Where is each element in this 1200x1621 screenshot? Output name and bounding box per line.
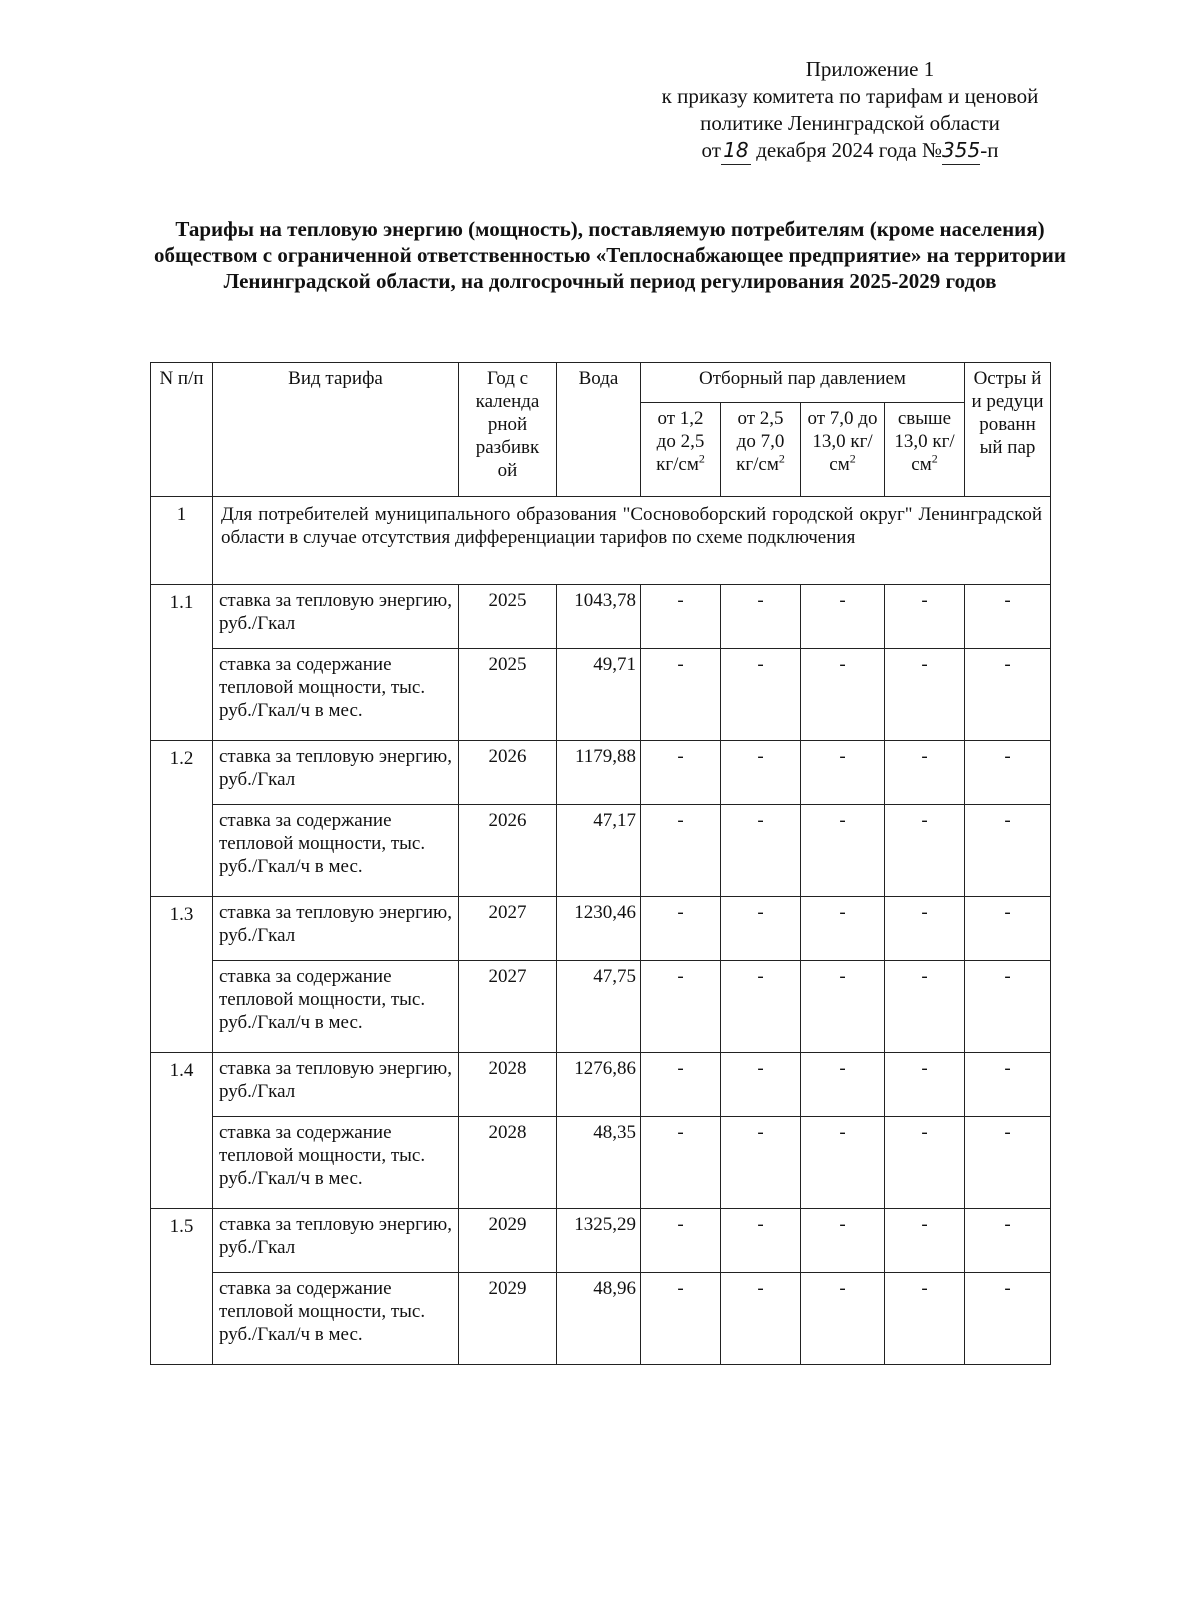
table-row bbox=[151, 897, 1051, 961]
row-num: 1.1 bbox=[151, 585, 213, 741]
empty-value-dash: - bbox=[885, 897, 965, 961]
header-pressure-4: свыше 13,0 $кг/см^2$ bbox=[885, 403, 965, 497]
tariff-year: 2025 bbox=[459, 585, 557, 649]
empty-value-dash: - bbox=[721, 805, 801, 897]
empty-value-dash: - bbox=[801, 649, 885, 741]
header-num: N п/п bbox=[151, 363, 213, 497]
table-row bbox=[151, 649, 1051, 741]
tariff-year: 2025 bbox=[459, 649, 557, 741]
tariff-type: ставка за содержание тепловой мощности, тыс. руб./Гкал/ч в мес. bbox=[213, 1117, 459, 1209]
tariff-type: ставка за тепловую энергию, руб./Гкал bbox=[213, 585, 459, 649]
empty-value-dash: - bbox=[721, 741, 801, 805]
empty-value-dash: - bbox=[965, 1117, 1051, 1209]
empty-value-dash: - bbox=[641, 649, 721, 741]
order-day: 18 bbox=[721, 137, 751, 165]
table-row bbox=[151, 1209, 1051, 1273]
appendix-date-line bbox=[560, 137, 1140, 165]
empty-value-dash: - bbox=[721, 585, 801, 649]
tariff-type: ставка за тепловую энергию, руб./Гкал bbox=[213, 897, 459, 961]
empty-value-dash: - bbox=[721, 897, 801, 961]
tariff-type: ставка за тепловую энергию, руб./Гкал bbox=[213, 1053, 459, 1117]
water-value: 1043,78 bbox=[557, 585, 641, 649]
tariff-type: ставка за тепловую энергию, руб./Гкал bbox=[213, 741, 459, 805]
empty-value-dash: - bbox=[801, 1209, 885, 1273]
empty-value-dash: - bbox=[801, 585, 885, 649]
water-value: 1325,29 bbox=[557, 1209, 641, 1273]
water-value: 1276,86 bbox=[557, 1053, 641, 1117]
tariff-year: 2029 bbox=[459, 1273, 557, 1365]
header-pressure-3: от 7,0 до 13,0 $кг/см^2$ bbox=[801, 403, 885, 497]
empty-value-dash: - bbox=[885, 649, 965, 741]
empty-value-dash: - bbox=[801, 741, 885, 805]
row-num: 1.3 bbox=[151, 897, 213, 1053]
empty-value-dash: - bbox=[885, 741, 965, 805]
water-value: 1230,46 bbox=[557, 897, 641, 961]
empty-value-dash: - bbox=[641, 1209, 721, 1273]
empty-value-dash: - bbox=[641, 961, 721, 1053]
empty-value-dash: - bbox=[965, 805, 1051, 897]
group-row bbox=[151, 497, 1051, 585]
tariffs-table bbox=[150, 362, 1051, 1365]
table-row bbox=[151, 1273, 1051, 1365]
appendix-header bbox=[560, 56, 1140, 165]
header-water: Вода bbox=[557, 363, 641, 497]
order-suffix: -п bbox=[980, 138, 999, 162]
empty-value-dash: - bbox=[965, 1209, 1051, 1273]
date-middle: декабря 2024 года № bbox=[756, 138, 943, 162]
tariff-year: 2028 bbox=[459, 1117, 557, 1209]
water-value: 47,17 bbox=[557, 805, 641, 897]
tariff-year: 2028 bbox=[459, 1053, 557, 1117]
table-row bbox=[151, 1117, 1051, 1209]
tariff-type: ставка за содержание тепловой мощности, тыс. руб./Гкал/ч в мес. bbox=[213, 961, 459, 1053]
empty-value-dash: - bbox=[965, 961, 1051, 1053]
table-row bbox=[151, 1053, 1051, 1117]
table-row bbox=[151, 741, 1051, 805]
row-num: 1.5 bbox=[151, 1209, 213, 1365]
empty-value-dash: - bbox=[721, 1117, 801, 1209]
empty-value-dash: - bbox=[801, 1117, 885, 1209]
empty-value-dash: - bbox=[801, 1053, 885, 1117]
appendix-line3: политике Ленинградской области bbox=[700, 111, 1000, 135]
empty-value-dash: - bbox=[641, 805, 721, 897]
empty-value-dash: - bbox=[965, 1273, 1051, 1365]
empty-value-dash: - bbox=[721, 1053, 801, 1117]
empty-value-dash: - bbox=[641, 1273, 721, 1365]
water-value: 48,35 bbox=[557, 1117, 641, 1209]
empty-value-dash: - bbox=[885, 585, 965, 649]
empty-value-dash: - bbox=[885, 961, 965, 1053]
empty-value-dash: - bbox=[965, 1053, 1051, 1117]
water-value: 49,71 bbox=[557, 649, 641, 741]
header-pressure-1: от 1,2 до 2,5 $кг/см^2$ bbox=[641, 403, 721, 497]
empty-value-dash: - bbox=[801, 961, 885, 1053]
empty-value-dash: - bbox=[965, 649, 1051, 741]
tariff-year: 2026 bbox=[459, 741, 557, 805]
document-title: Тарифы на тепловую энергию (мощность), поставляемую потребителям (кроме населения) обществом с ограниченной ответственностью «Теплоснабжающее предприятие» на территории Ленинградской области, на долгосрочный период регулирования 2025-2029 годов bbox=[153, 217, 1067, 293]
appendix-line2: к приказу комитета по тарифам и ценовой bbox=[661, 84, 1039, 108]
tariff-year: 2029 bbox=[459, 1209, 557, 1273]
water-value: 48,96 bbox=[557, 1273, 641, 1365]
row-num: 1.4 bbox=[151, 1053, 213, 1209]
table-row bbox=[151, 805, 1051, 897]
order-number: 355 bbox=[942, 137, 980, 165]
header-sharp-steam: Остры й и редуци рованн ый пар bbox=[965, 363, 1051, 497]
empty-value-dash: - bbox=[641, 585, 721, 649]
empty-value-dash: - bbox=[885, 1053, 965, 1117]
header-pressure-2: от 2,5 до 7,0 $кг/см^2$ bbox=[721, 403, 801, 497]
empty-value-dash: - bbox=[641, 1117, 721, 1209]
tariff-year: 2026 bbox=[459, 805, 557, 897]
appendix-title: Приложение 1 bbox=[805, 57, 935, 81]
empty-value-dash: - bbox=[721, 1273, 801, 1365]
empty-value-dash: - bbox=[885, 1117, 965, 1209]
empty-value-dash: - bbox=[801, 1273, 885, 1365]
table-row bbox=[151, 961, 1051, 1053]
header-type: Вид тарифа bbox=[213, 363, 459, 497]
date-prefix: от bbox=[701, 138, 721, 162]
water-value: 1179,88 bbox=[557, 741, 641, 805]
empty-value-dash: - bbox=[885, 1273, 965, 1365]
tariff-type: ставка за тепловую энергию, руб./Гкал bbox=[213, 1209, 459, 1273]
empty-value-dash: - bbox=[965, 897, 1051, 961]
empty-value-dash: - bbox=[801, 805, 885, 897]
empty-value-dash: - bbox=[641, 741, 721, 805]
header-steam-group: Отборный пар давлением bbox=[641, 363, 965, 403]
water-value: 47,75 bbox=[557, 961, 641, 1053]
empty-value-dash: - bbox=[641, 1053, 721, 1117]
empty-value-dash: - bbox=[801, 897, 885, 961]
table-row bbox=[151, 585, 1051, 649]
empty-value-dash: - bbox=[885, 1209, 965, 1273]
header-year: Год с календа рной разбивк ой bbox=[459, 363, 557, 497]
tariff-type: ставка за содержание тепловой мощности, тыс. руб./Гкал/ч в мес. bbox=[213, 1273, 459, 1365]
group-description: Для потребителей муниципального образования "Сосновоборский городской округ" Ленинградской области в случае отсутствия дифференциации тарифов по схеме подключения bbox=[213, 497, 1051, 585]
group-num: 1 bbox=[151, 497, 213, 585]
tariff-year: 2027 bbox=[459, 897, 557, 961]
tariff-type: ставка за содержание тепловой мощности, тыс. руб./Гкал/ч в мес. bbox=[213, 805, 459, 897]
tariff-type: ставка за содержание тепловой мощности, тыс. руб./Гкал/ч в мес. bbox=[213, 649, 459, 741]
empty-value-dash: - bbox=[721, 961, 801, 1053]
empty-value-dash: - bbox=[965, 585, 1051, 649]
empty-value-dash: - bbox=[721, 1209, 801, 1273]
empty-value-dash: - bbox=[721, 649, 801, 741]
empty-value-dash: - bbox=[885, 805, 965, 897]
row-num: 1.2 bbox=[151, 741, 213, 897]
empty-value-dash: - bbox=[641, 897, 721, 961]
tariff-year: 2027 bbox=[459, 961, 557, 1053]
empty-value-dash: - bbox=[965, 741, 1051, 805]
